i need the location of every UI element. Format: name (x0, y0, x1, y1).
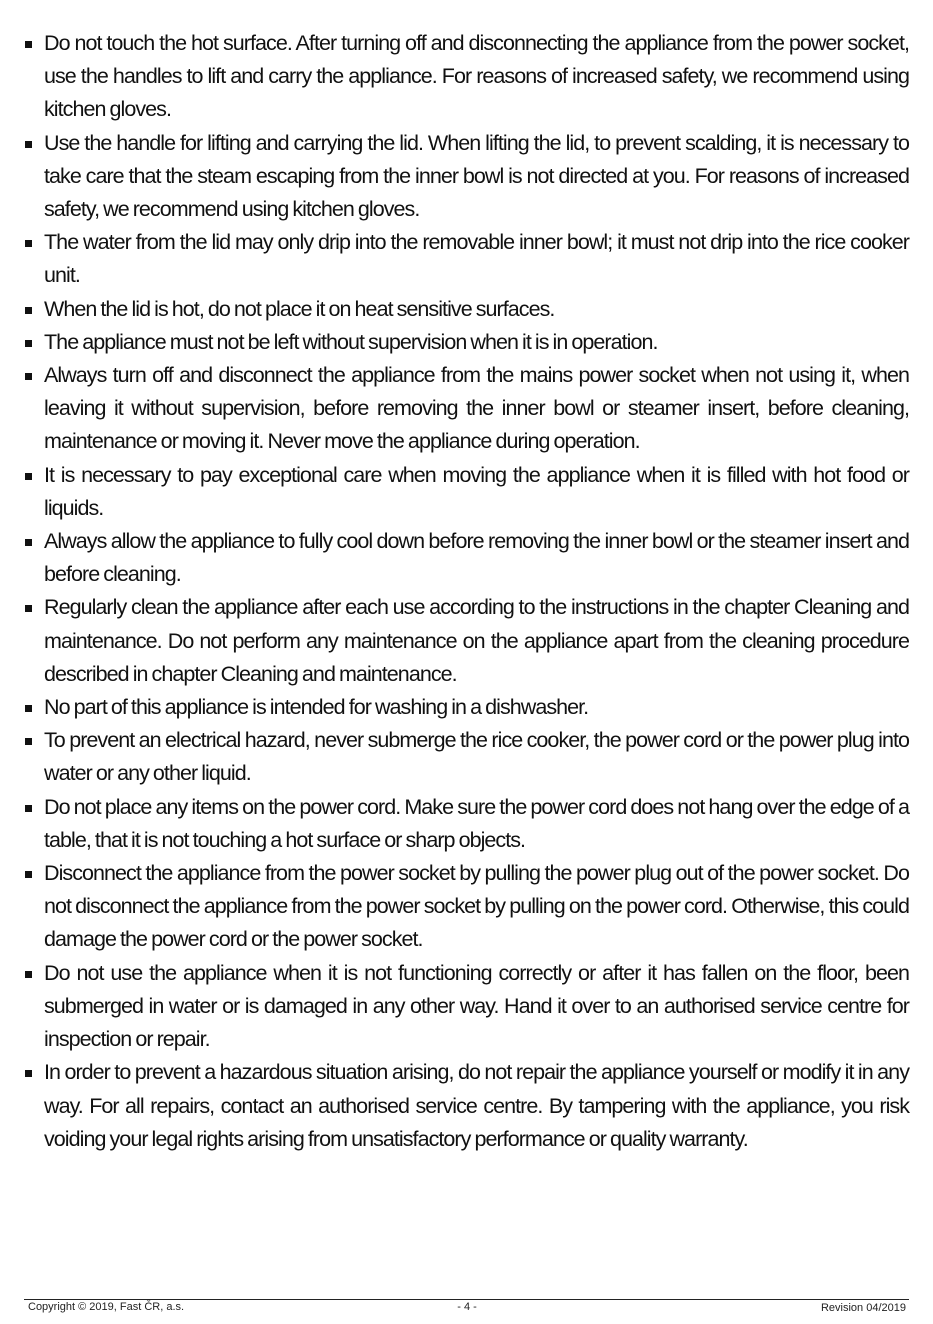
safety-instructions-list (24, 27, 909, 1156)
list-item (24, 27, 909, 127)
page-footer (28, 1301, 906, 1317)
list-item (24, 226, 909, 292)
list-item-text: No part of this appliance is intended for washing in a dishwasher. (44, 695, 589, 720)
list-item (24, 724, 909, 790)
list-item-text: Always allow the appliance to fully cool down before removing the inner bowl or the steamer insert and before cleaning. (44, 529, 909, 587)
list-item (24, 957, 909, 1057)
list-item-text: Do not touch the hot surface. After turning off and disconnecting the appliance from the power socket, use the handles to lift and carry the appliance. For reasons of increased safety, we recommend using kitchen gloves. (44, 31, 909, 122)
list-item-text: The appliance must not be left without supervision when it is in operation. (44, 329, 658, 354)
list-item-text: In order to prevent a hazardous situation arising, do not repair the appliance yourself or modify it in any way. For all repairs, contact an authorised service centre. By tampering with the appliance, you risk voiding your legal rights arising from unsatisfactory performance or quality warranty. (44, 1060, 909, 1151)
square-bullet-icon (25, 473, 32, 480)
square-bullet-icon (25, 41, 32, 48)
list-item (24, 293, 909, 326)
square-bullet-icon (25, 373, 32, 380)
list-item (24, 326, 909, 359)
list-item-text: It is necessary to pay exceptional care when moving the appliance when it is filled with hot food or liquids. (44, 462, 909, 520)
square-bullet-icon (25, 141, 32, 148)
square-bullet-icon (25, 738, 32, 745)
footer-divider (24, 1299, 909, 1300)
square-bullet-icon (25, 240, 32, 247)
square-bullet-icon (25, 1070, 32, 1077)
list-item-text: Regularly clean the appliance after each use according to the instructions in the chapter Cleaning and maintenance. Do not perform any maintenance on the appliance apart from the cleaning procedure described in chapter Cleaning and maintenance. (44, 595, 909, 686)
list-item-text: Use the handle for lifting and carrying the lid. When lifting the lid, to prevent scalding, it is necessary to take care that the steam escaping from the inner bowl is not directed at you. For reasons of increased safety, we recommend using kitchen gloves. (44, 130, 909, 222)
footer-revision: Revision 04/2019 (820, 1302, 906, 1314)
list-item-text: Do not place any items on the power cord. Make sure the power cord does not hang over the edge of a table, that it is not touching a hot surface or sharp objects. (44, 794, 909, 852)
square-bullet-icon (25, 307, 32, 314)
list-item-text: Do not use the appliance when it is not functioning correctly or after it has fallen on the floor, been submerged in water or is damaged in any other way. Hand it over to an authorised service centre for inspection or repair. (44, 960, 909, 1052)
square-bullet-icon (25, 605, 32, 612)
list-item-text: Disconnect the appliance from the power socket by pulling the power plug out of the power socket. Do not disconnect the appliance from the power socket by pulling on the power cord. Otherwise, this could damage the power cord or the power socket. (44, 861, 909, 952)
square-bullet-icon (25, 871, 32, 878)
list-item-text: The water from the lid may only drip into the removable inner bowl; it must not drip into the rice cooker unit. (44, 230, 909, 288)
list-item (24, 525, 909, 591)
list-item (24, 359, 909, 459)
list-item (24, 1056, 909, 1156)
square-bullet-icon (25, 340, 32, 347)
list-item-text: Always turn off and disconnect the appliance from the mains power socket when not using it, when leaving it without supervision, before removing the inner bowl or steamer insert, before cleaning, maintenance or moving it. Never move the appliance during operation. (44, 363, 909, 454)
list-item (24, 127, 909, 227)
footer-copyright: Copyright © 2019, Fast ČR, a.s. (28, 1301, 185, 1313)
list-item (24, 857, 909, 957)
list-item (24, 691, 909, 724)
list-item-text: When the lid is hot, do not place it on heat sensitive surfaces. (44, 296, 555, 321)
footer-page-number: - 4 - (457, 1301, 477, 1313)
list-item-text: To prevent an electrical hazard, never submerge the rice cooker, the power cord or the power plug into water or any other liquid. (44, 728, 909, 786)
list-item (24, 591, 909, 691)
square-bullet-icon (25, 805, 32, 812)
list-item (24, 459, 909, 525)
square-bullet-icon (25, 971, 32, 978)
page-content (24, 27, 909, 1156)
list-item (24, 791, 909, 857)
square-bullet-icon (25, 539, 32, 546)
square-bullet-icon (25, 705, 32, 712)
